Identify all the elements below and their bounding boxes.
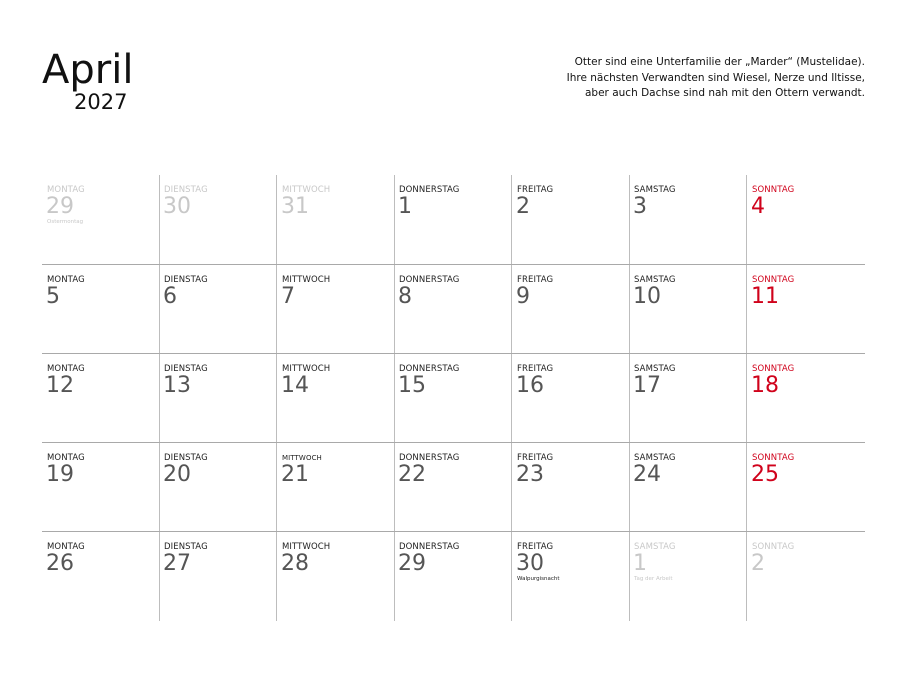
day-number: 29 bbox=[46, 194, 74, 219]
day-number: 20 bbox=[163, 462, 191, 487]
day-number: 24 bbox=[633, 462, 661, 487]
weekday-label: DONNERSTAG bbox=[399, 185, 460, 195]
weekday-label: DONNERSTAG bbox=[399, 275, 460, 285]
weekday-label: MONTAG bbox=[47, 185, 85, 195]
day-cell bbox=[42, 443, 160, 532]
day-cell bbox=[42, 532, 160, 621]
weekday-label: SONNTAG bbox=[752, 185, 795, 195]
day-number: 8 bbox=[398, 284, 412, 309]
day-cell bbox=[277, 532, 395, 621]
weekday-label: MONTAG bbox=[47, 542, 85, 552]
day-cell bbox=[159, 175, 277, 264]
weekday-label: FREITAG bbox=[517, 275, 554, 285]
weekday-label: SAMSTAG bbox=[634, 542, 676, 552]
month-title: April bbox=[42, 47, 134, 93]
day-cell bbox=[394, 265, 512, 354]
weekday-label: FREITAG bbox=[517, 453, 554, 463]
day-number: 1 bbox=[398, 194, 412, 219]
day-number: 14 bbox=[281, 373, 309, 398]
weekday-label: SONNTAG bbox=[752, 542, 795, 552]
weekday-label: SAMSTAG bbox=[634, 275, 676, 285]
day-cell bbox=[629, 532, 747, 621]
weekday-label: MONTAG bbox=[47, 453, 85, 463]
day-number: 12 bbox=[46, 373, 74, 398]
day-number: 1 bbox=[633, 551, 647, 576]
fact-line: aber auch Dachse sind nah mit den Ottern verwandt. bbox=[585, 87, 865, 99]
day-number: 30 bbox=[163, 194, 191, 219]
day-cell bbox=[159, 354, 277, 443]
day-number: 3 bbox=[633, 194, 647, 219]
day-number: 31 bbox=[281, 194, 309, 219]
day-number: 17 bbox=[633, 373, 661, 398]
weekday-label: DIENSTAG bbox=[164, 542, 208, 552]
day-number: 27 bbox=[163, 551, 191, 576]
weekday-label: MITTWOCH bbox=[282, 185, 331, 195]
day-cell bbox=[747, 443, 865, 532]
day-number: 16 bbox=[516, 373, 544, 398]
day-number: 25 bbox=[751, 462, 779, 487]
day-cell bbox=[512, 354, 630, 443]
day-number: 11 bbox=[751, 284, 779, 309]
weekday-label: SONNTAG bbox=[752, 364, 795, 374]
weekday-label: DIENSTAG bbox=[164, 364, 208, 374]
day-cell bbox=[747, 175, 865, 264]
day-cell bbox=[747, 354, 865, 443]
day-cell bbox=[42, 354, 160, 443]
weekday-label: MONTAG bbox=[47, 275, 85, 285]
day-number: 23 bbox=[516, 462, 544, 487]
calendar-week-row bbox=[42, 264, 865, 354]
day-cell bbox=[394, 354, 512, 443]
weekday-label: SAMSTAG bbox=[634, 185, 676, 195]
day-cell bbox=[512, 265, 630, 354]
day-cell bbox=[629, 443, 747, 532]
weekday-label: DONNERSTAG bbox=[399, 364, 460, 374]
weekday-label: DONNERSTAG bbox=[399, 542, 460, 552]
day-number: 4 bbox=[751, 194, 765, 219]
weekday-label: SONNTAG bbox=[752, 275, 795, 285]
day-cell bbox=[394, 532, 512, 621]
weekday-label: DONNERSTAG bbox=[399, 453, 460, 463]
day-number: 18 bbox=[751, 373, 779, 398]
day-cell bbox=[394, 175, 512, 264]
fact-line: Ihre nächsten Verwandten sind Wiesel, Nerze und Iltisse, bbox=[566, 71, 865, 84]
day-cell bbox=[159, 532, 277, 621]
weekday-label: MITTWOCH bbox=[282, 364, 331, 374]
day-cell bbox=[512, 532, 630, 621]
day-cell bbox=[159, 265, 277, 354]
day-number: 2 bbox=[751, 551, 765, 576]
day-cell bbox=[629, 265, 747, 354]
day-number: 15 bbox=[398, 373, 426, 398]
calendar-week-row bbox=[42, 175, 865, 264]
holiday-note: Walpurgisnacht bbox=[517, 576, 560, 582]
day-cell bbox=[277, 443, 395, 532]
holiday-note: Tag der Arbeit bbox=[634, 576, 673, 582]
day-number: 30 bbox=[516, 551, 544, 576]
day-cell bbox=[512, 443, 630, 532]
day-cell bbox=[277, 265, 395, 354]
day-number: 29 bbox=[398, 551, 426, 576]
day-number: 28 bbox=[281, 551, 309, 576]
day-cell bbox=[747, 265, 865, 354]
day-number: 6 bbox=[163, 284, 177, 309]
calendar-grid bbox=[42, 175, 865, 622]
day-cell bbox=[629, 175, 747, 264]
day-number: 5 bbox=[46, 284, 60, 309]
year-label: 2027 bbox=[74, 90, 128, 114]
holiday-note: Ostermontag bbox=[47, 219, 84, 225]
day-number: 19 bbox=[46, 462, 74, 487]
day-cell bbox=[277, 354, 395, 443]
day-cell bbox=[277, 175, 395, 264]
fact-line: Otter sind eine Unterfamilie der „Marder“ (Mustelidae). bbox=[574, 56, 865, 68]
day-number: 13 bbox=[163, 373, 191, 398]
day-cell bbox=[159, 443, 277, 532]
weekday-label: MITTWOCH bbox=[282, 275, 331, 285]
weekday-label: MITTWOCH bbox=[282, 454, 322, 462]
weekday-label: DIENSTAG bbox=[164, 453, 208, 463]
calendar-week-row bbox=[42, 442, 865, 532]
weekday-label: SAMSTAG bbox=[634, 364, 676, 374]
weekday-label: DIENSTAG bbox=[164, 275, 208, 285]
day-number: 22 bbox=[398, 462, 426, 487]
day-number: 10 bbox=[633, 284, 661, 309]
calendar-week-row bbox=[42, 353, 865, 443]
weekday-label: SAMSTAG bbox=[634, 453, 676, 463]
weekday-label: FREITAG bbox=[517, 185, 554, 195]
day-cell bbox=[42, 175, 160, 264]
day-cell bbox=[747, 532, 865, 621]
weekday-label: FREITAG bbox=[517, 542, 554, 552]
day-cell bbox=[512, 175, 630, 264]
day-number: 21 bbox=[281, 462, 309, 487]
otter-fact-text bbox=[525, 55, 865, 102]
weekday-label: MONTAG bbox=[47, 364, 85, 374]
weekday-label: MITTWOCH bbox=[282, 542, 331, 552]
day-cell bbox=[394, 443, 512, 532]
weekday-label: SONNTAG bbox=[752, 453, 795, 463]
day-number: 9 bbox=[516, 284, 530, 309]
calendar-week-row bbox=[42, 531, 865, 621]
day-number: 2 bbox=[516, 194, 530, 219]
day-number: 7 bbox=[281, 284, 295, 309]
day-cell bbox=[42, 265, 160, 354]
day-cell bbox=[629, 354, 747, 443]
weekday-label: FREITAG bbox=[517, 364, 554, 374]
weekday-label: DIENSTAG bbox=[164, 185, 208, 195]
day-number: 26 bbox=[46, 551, 74, 576]
